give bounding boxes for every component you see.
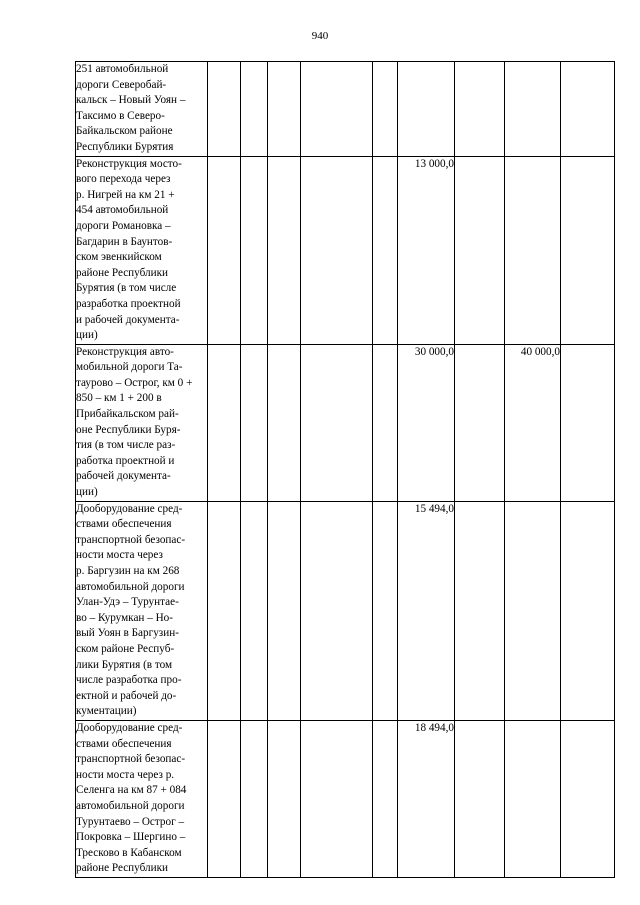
row-description-cell [76, 62, 208, 157]
value-cell [301, 344, 373, 501]
value-cell [208, 501, 241, 720]
value-cell [268, 62, 301, 157]
value-cell [301, 156, 373, 344]
value-cell [301, 501, 373, 720]
table-row [76, 62, 615, 157]
value-cell [268, 501, 301, 720]
row-description-cell [76, 501, 208, 720]
value-cell [505, 62, 561, 157]
table-row [76, 344, 615, 501]
value-cell [301, 62, 373, 157]
value-cell [208, 720, 241, 877]
value-cell [455, 156, 505, 344]
value-cell: 13 000,0 [398, 156, 455, 344]
row-description: Реконструкция авто- мобильной дороги Та- таурово – Острог, км 0 + 850 – км 1 + 200 в Прибайкальском рай- оне Республики Буря- тия (в том числе раз- работка проектной и рабочей документа- ции) [76, 345, 193, 499]
budget-table [75, 61, 615, 878]
value-cell [561, 501, 615, 720]
value-cell [505, 156, 561, 344]
value-cell: 30 000,0 [398, 344, 455, 501]
value-cell [301, 720, 373, 877]
value-cell [241, 720, 268, 877]
value-cell [268, 720, 301, 877]
value-cell [373, 156, 398, 344]
value-cell [373, 501, 398, 720]
value-cell [268, 156, 301, 344]
row-description-cell [76, 344, 208, 501]
value-cell [455, 720, 505, 877]
value-cell: 18 494,0 [398, 720, 455, 877]
row-description-cell [76, 720, 208, 877]
value-cell [561, 720, 615, 877]
row-description: Реконструкция мосто- вого перехода через р. Нигрей на км 21 + 454 автомобильной дороги Романовка – Багдарин в Баунтов- ском эвенкийском районе Республики Бурятия (в том числе разработка проектной и рабочей документа- ции) [76, 157, 182, 342]
value-cell [505, 720, 561, 877]
value-cell: 15 494,0 [398, 501, 455, 720]
value-cell: 40 000,0 [505, 344, 561, 501]
table-row [76, 501, 615, 720]
row-description: Дооборудование сред- ствами обеспечения транспортной безопас- ности моста через р. Селенга на км 87 + 084 автомобильной дороги Турунтаево – Острог – Покровка – Шергино – Тресково в Кабанском районе Республики [76, 721, 187, 875]
table-row [76, 720, 615, 877]
table-row [76, 156, 615, 344]
value-cell [241, 501, 268, 720]
value-cell [241, 62, 268, 157]
row-description: 251 автомобильной дороги Северобай- кальск – Новый Уоян – Таксимо в Северо- Байкальском районе Республики Бурятия [76, 63, 186, 153]
page-number: 940 [311, 30, 329, 42]
table-body [76, 62, 615, 878]
value-cell [241, 156, 268, 344]
value-cell [268, 344, 301, 501]
value-cell [208, 344, 241, 501]
value-cell [373, 344, 398, 501]
value-cell [561, 156, 615, 344]
value-cell [398, 62, 455, 157]
value-cell [561, 344, 615, 501]
value-cell [241, 344, 268, 501]
value-cell [561, 62, 615, 157]
value-cell [455, 501, 505, 720]
value-cell [455, 344, 505, 501]
value-cell [455, 62, 505, 157]
value-cell [373, 62, 398, 157]
value-cell [208, 156, 241, 344]
value-cell [208, 62, 241, 157]
row-description-cell [76, 156, 208, 344]
value-cell [373, 720, 398, 877]
value-cell [505, 501, 561, 720]
row-description: Дооборудование сред- ствами обеспечения транспортной безопас- ности моста через р. Баргузин на км 268 автомобильной дороги Улан-Удэ – Турунтае- во – Курумкан – Но- вый Уоян в Баргузин- ском районе Респуб- лики Бурятия (в том числе разработка про- ектной и рабочей до- кументации) [76, 502, 186, 718]
